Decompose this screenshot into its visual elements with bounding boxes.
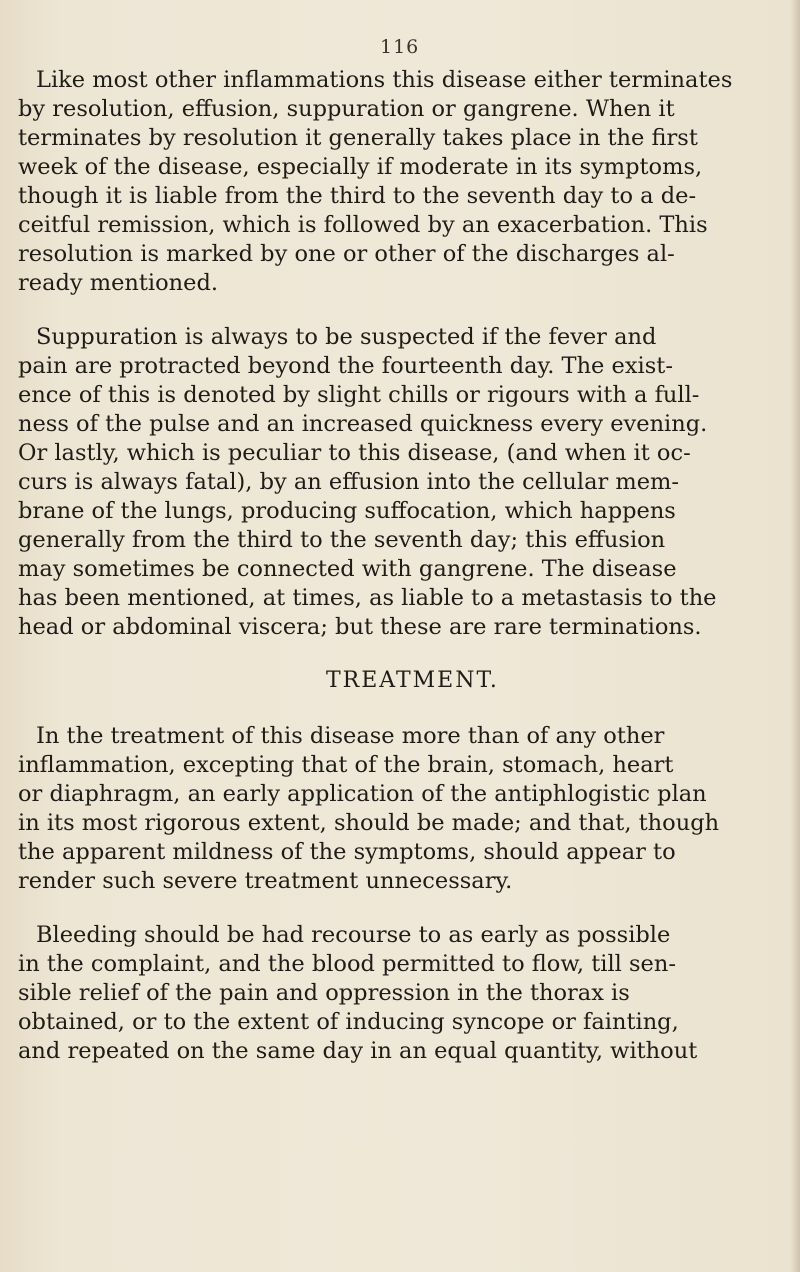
text-line: may sometimes be connected with gangrene. The disease	[18, 556, 677, 582]
text-line: the apparent mildness of the symptoms, should appear to	[18, 839, 676, 865]
text-line: resolution is marked by one or other of the discharges al-	[18, 241, 675, 267]
text-line: ceitful remission, which is followed by an exacerbation. This	[18, 212, 708, 238]
text-line: in its most rigorous extent, should be made; and that, though	[18, 810, 720, 836]
text-line: has been mentioned, at times, as liable to a metastasis to the	[18, 585, 717, 611]
text-line: sible relief of the pain and oppression in the thorax is	[18, 980, 630, 1006]
text-line: and repeated on the same day in an equal quantity, without	[18, 1038, 698, 1064]
text-line: Bleeding should be had recourse to as early as possible	[36, 922, 671, 948]
text-line: head or abdominal viscera; but these are rare terminations.	[18, 614, 702, 640]
text-line: Suppuration is always to be suspected if the fever and	[36, 324, 657, 350]
page-edge-shadow	[790, 0, 800, 1272]
section-heading: TREATMENT.	[326, 668, 499, 693]
text-line: by resolution, effusion, suppuration or gangrene. When it	[18, 96, 675, 122]
text-line: obtained, or to the extent of inducing syncope or fainting,	[18, 1009, 679, 1035]
text-line: or diaphragm, an early application of the antiphlogistic plan	[18, 781, 707, 807]
page-number: 116	[380, 36, 420, 58]
text-line: inflammation, excepting that of the brain, stomach, heart	[18, 752, 674, 778]
text-line: render such severe treatment unnecessary.	[18, 868, 513, 894]
text-line: curs is always fatal), by an effusion into the cellular mem-	[18, 469, 679, 495]
text-line: though it is liable from the third to the seventh day to a de-	[18, 183, 697, 209]
text-line: ready mentioned.	[18, 270, 219, 296]
text-line: generally from the third to the seventh day; this effusion	[18, 527, 666, 553]
text-line: week of the disease, especially if moderate in its symptoms,	[18, 154, 703, 180]
text-line: ness of the pulse and an increased quickness every evening.	[18, 411, 708, 437]
text-line: terminates by resolution it generally takes place in the first	[18, 125, 698, 151]
text-line: in the complaint, and the blood permitted to flow, till sen-	[18, 951, 676, 977]
text-line: Like most other inflammations this disease either terminates	[36, 67, 733, 93]
text-line: ence of this is denoted by slight chills or rigours with a full-	[18, 382, 700, 408]
text-line: In the treatment of this disease more than of any other	[36, 723, 665, 749]
text-line: Or lastly, which is peculiar to this disease, (and when it oc-	[18, 440, 691, 466]
text-line: brane of the lungs, producing suffocation, which happens	[18, 498, 676, 524]
text-line: pain are protracted beyond the fourteenth day. The exist-	[18, 353, 673, 379]
